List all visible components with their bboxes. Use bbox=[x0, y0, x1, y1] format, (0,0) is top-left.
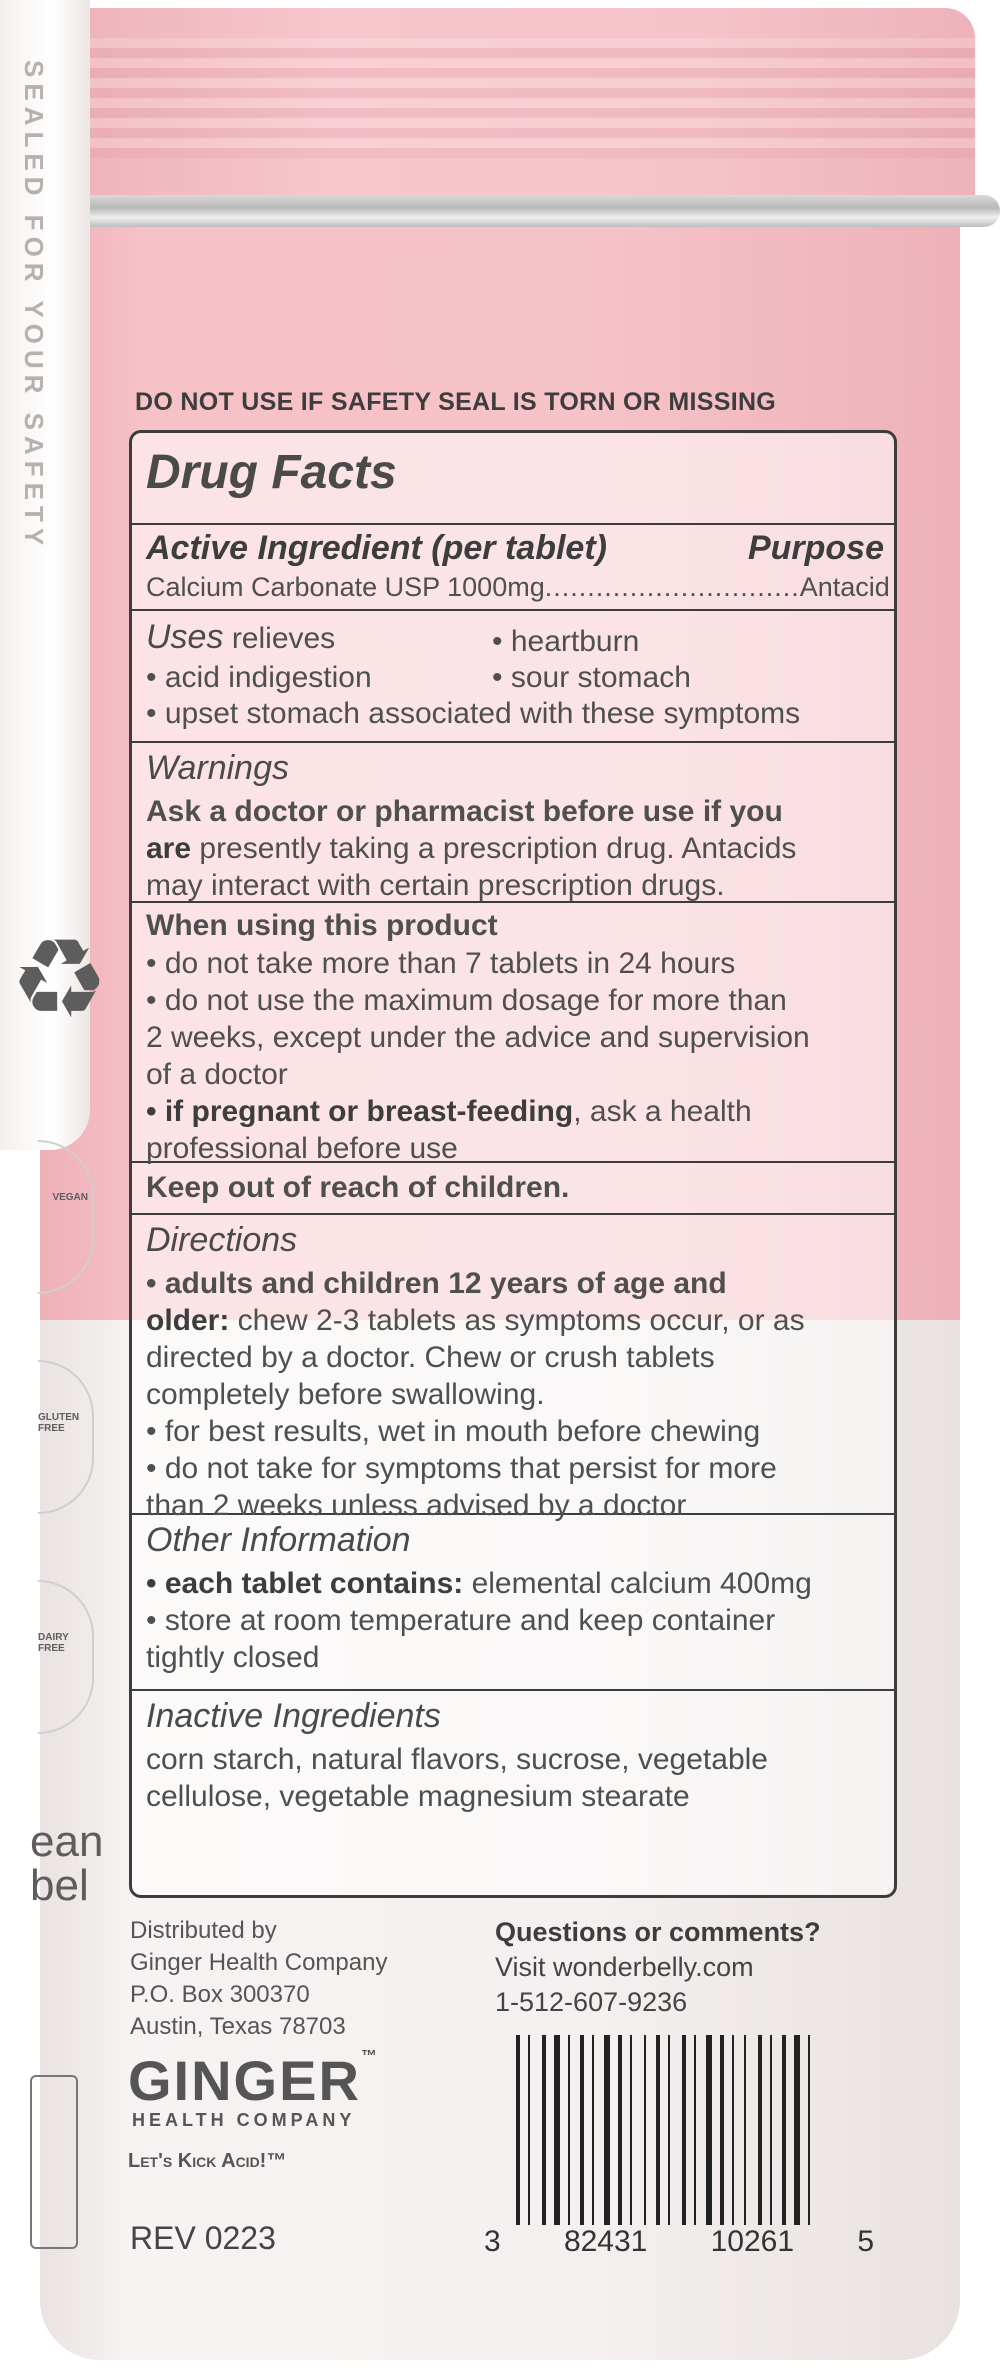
tablet-contains: • each tablet contains: bbox=[146, 1567, 464, 1600]
seal-text: SEALED FOR YOUR SAFETY bbox=[19, 60, 49, 552]
cap-ring bbox=[50, 195, 1000, 227]
inactive-title: Inactive Ingredients bbox=[146, 1697, 441, 1735]
barcode-d2: 82431 bbox=[563, 2225, 648, 2258]
contact-block bbox=[495, 1915, 821, 2020]
active-ingredient-value: Calcium Carbonate USP 1000mg bbox=[146, 572, 545, 602]
active-ingredient-section bbox=[132, 523, 894, 611]
barcode-bar bbox=[706, 2035, 712, 2225]
keep-out-text: Keep out of reach of children. bbox=[146, 1171, 570, 1204]
other-info-2a: • store at room temperature and keep container bbox=[146, 1604, 776, 1637]
when-using-1: • do not take more than 7 tablets in 24 hours bbox=[146, 947, 736, 980]
uses-title: Uses bbox=[146, 618, 224, 656]
elemental-calcium: elemental calcium 400mg bbox=[463, 1567, 812, 1600]
clean-label-line-1: ean bbox=[30, 1817, 104, 1866]
barcode-bar bbox=[694, 2035, 696, 2225]
bottle-cap bbox=[55, 8, 975, 208]
barcode-bar bbox=[770, 2035, 772, 2225]
barcode-bar bbox=[644, 2035, 646, 2225]
when-using-2b: 2 weeks, except under the advice and supervision bbox=[146, 1021, 810, 1054]
barcode bbox=[510, 2035, 850, 2235]
directions-older: older: bbox=[146, 1304, 230, 1337]
barcode-bar bbox=[732, 2035, 734, 2225]
warnings-prescription: presently taking a prescription drug. Antacids bbox=[191, 832, 797, 865]
ginger-wordmark: GINGER bbox=[128, 2049, 361, 2112]
distributor-l2: Ginger Health Company bbox=[130, 1949, 388, 1976]
when-using-section bbox=[132, 901, 894, 1163]
contact-phone: 1-512-607-9236 bbox=[495, 1987, 688, 2017]
when-using-title: When using this product bbox=[146, 909, 498, 942]
barcode-bar bbox=[720, 2035, 724, 2225]
other-info-title: Other Information bbox=[146, 1521, 411, 1559]
inactive-line-1: corn starch, natural flavors, sucrose, vegetable bbox=[146, 1743, 768, 1776]
directions-1b bbox=[146, 1302, 884, 1339]
directions-chew: chew 2-3 tablets as symptoms occur, or as bbox=[229, 1304, 805, 1337]
inactive-section bbox=[132, 1689, 894, 1889]
directions-section bbox=[132, 1213, 894, 1522]
distributor-l4: Austin, Texas 78703 bbox=[130, 2013, 346, 2040]
clean-label-line-2: bel bbox=[30, 1861, 89, 1910]
safety-seal-warning: DO NOT USE IF SAFETY SEAL IS TORN OR MISSING bbox=[135, 388, 777, 416]
barcode-bar bbox=[528, 2035, 530, 2225]
barcode-bar bbox=[618, 2035, 622, 2225]
barcode-bar bbox=[808, 2035, 810, 2225]
barcode-bar bbox=[668, 2035, 670, 2225]
barcode-bar bbox=[744, 2035, 746, 2225]
warnings-line-3: may interact with certain prescription drugs. bbox=[146, 869, 725, 902]
distributor-l1: Distributed by bbox=[130, 1917, 277, 1944]
brand-tagline: Let's Kick Acid!™ bbox=[128, 2150, 287, 2172]
inactive-line-2: cellulose, vegetable magnesium stearate bbox=[146, 1780, 690, 1813]
barcode-d4: 5 bbox=[857, 2225, 874, 2258]
active-ingredient-line: Calcium Carbonate USP 1000mg..............................Antacid bbox=[146, 572, 890, 602]
directions-title: Directions bbox=[146, 1221, 298, 1259]
contact-heading: Questions or comments? bbox=[495, 1917, 821, 1947]
barcode-bar bbox=[794, 2035, 800, 2225]
purpose-header: Purpose bbox=[747, 529, 884, 567]
ginger-logo bbox=[128, 2048, 379, 2113]
uses-sour-stomach: • sour stomach bbox=[492, 661, 691, 694]
clean-label-mark bbox=[30, 1817, 104, 1910]
recycle-icon: ♻ bbox=[10, 918, 109, 1041]
distributor-l3: P.O. Box 300370 bbox=[130, 1981, 310, 2008]
barcode-bar bbox=[542, 2035, 546, 2225]
barcode-number bbox=[484, 2225, 874, 2259]
when-using-2c: of a doctor bbox=[146, 1058, 288, 1091]
directions-2: • for best results, wet in mouth before chewing bbox=[146, 1415, 761, 1448]
distributor-block bbox=[130, 1915, 387, 2043]
directions-1c: directed by a doctor. Chew or crush tablets bbox=[146, 1341, 715, 1374]
ginger-subtitle: HEALTH COMPANY bbox=[132, 2110, 356, 2130]
barcode-bar bbox=[782, 2035, 786, 2225]
directions-3b: than 2 weeks unless advised by a doctor bbox=[146, 1489, 687, 1522]
ginger-tm: ™ bbox=[360, 2048, 379, 2065]
uses-intro: relieves bbox=[231, 622, 336, 655]
drug-facts-header bbox=[132, 433, 894, 525]
warnings-line-2 bbox=[146, 830, 884, 867]
drug-facts-title: Drug Facts bbox=[146, 446, 397, 499]
keep-out-section bbox=[132, 1161, 894, 1215]
uses-heartburn: • heartburn bbox=[492, 625, 640, 658]
barcode-bar bbox=[604, 2035, 610, 2225]
gluten-free-badge-label: GLUTEN FREE bbox=[38, 1412, 80, 1434]
barcode-bar bbox=[656, 2035, 660, 2225]
barcode-bar bbox=[592, 2035, 594, 2225]
contact-website: Visit wonderbelly.com bbox=[495, 1952, 754, 1982]
directions-1a: • adults and children 12 years of age and bbox=[146, 1267, 727, 1300]
warnings-are: are bbox=[146, 832, 192, 865]
drug-facts-panel bbox=[129, 430, 897, 1898]
directions-1d: completely before swallowing. bbox=[146, 1378, 545, 1411]
other-info-section bbox=[132, 1513, 894, 1691]
barcode-bar bbox=[682, 2035, 686, 2225]
warnings-section bbox=[132, 741, 894, 903]
other-info-2b: tightly closed bbox=[146, 1641, 320, 1674]
barcode-bar bbox=[630, 2035, 632, 2225]
warnings-title: Warnings bbox=[146, 749, 289, 787]
other-info-1 bbox=[146, 1565, 884, 1602]
uses-upset-stomach: • upset stomach associated with these symptoms bbox=[146, 697, 801, 730]
dairy-free-badge-label: DAIRY FREE bbox=[38, 1632, 69, 1654]
barcode-d1: 3 bbox=[484, 2225, 501, 2258]
ask-health: , ask a health bbox=[573, 1095, 752, 1128]
non-gmo-badge bbox=[30, 2075, 78, 2249]
barcode-bar bbox=[554, 2035, 560, 2225]
barcode-bar bbox=[580, 2035, 584, 2225]
barcode-bar bbox=[568, 2035, 570, 2225]
warnings-line-1: Ask a doctor or pharmacist before use if you bbox=[146, 795, 783, 828]
uses-section bbox=[132, 609, 894, 743]
barcode-d3: 10261 bbox=[710, 2225, 795, 2258]
active-ingredient-header: Active Ingredient (per tablet) bbox=[146, 529, 607, 567]
revision-code: REV 0223 bbox=[130, 2220, 276, 2256]
directions-3a: • do not take for symptoms that persist for more bbox=[146, 1452, 777, 1485]
purpose-value: Antacid bbox=[799, 572, 890, 602]
vegan-badge-label: VEGAN bbox=[52, 1192, 88, 1203]
barcode-bar bbox=[516, 2035, 520, 2225]
barcode-bar bbox=[758, 2035, 762, 2225]
cap-ridges bbox=[55, 38, 975, 158]
pregnant-warning: • if pregnant or breast-feeding bbox=[146, 1095, 574, 1128]
when-using-3b: professional before use bbox=[146, 1132, 458, 1165]
when-using-2a: • do not use the maximum dosage for more than bbox=[146, 984, 787, 1017]
when-using-3 bbox=[146, 1093, 884, 1130]
uses-acid-indigestion: • acid indigestion bbox=[146, 661, 372, 694]
